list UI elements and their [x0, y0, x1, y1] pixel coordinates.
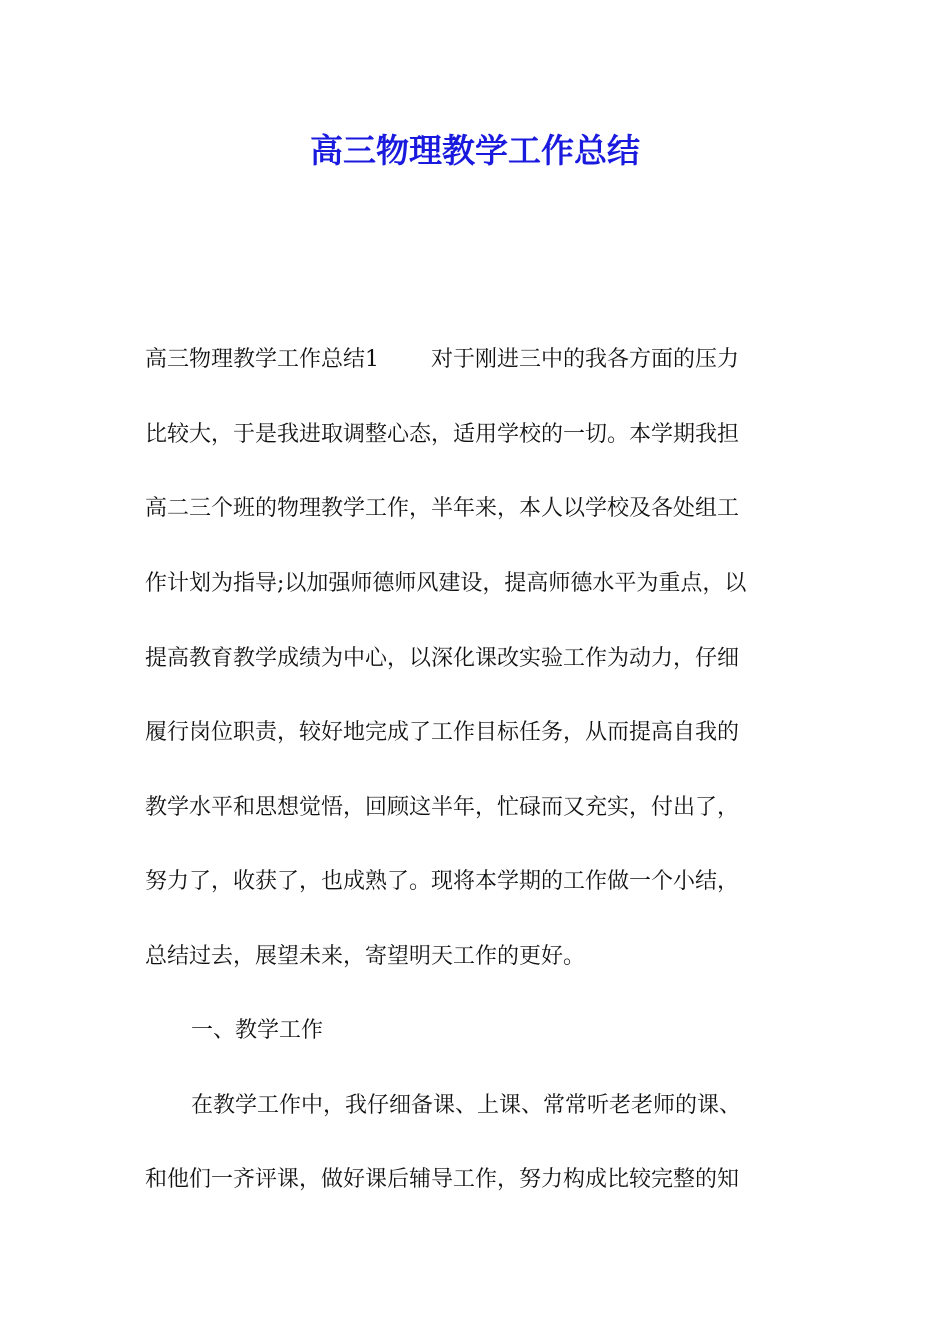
paragraph-line: 作计划为指导;以加强师德师风建设，提高师德水平为重点，以: [145, 571, 747, 596]
paragraph-line: 在教学工作中，我仔细备课、上课、常常听老老师的课、: [191, 1093, 742, 1118]
paragraph-line: [145, 345, 739, 375]
paragraph-line: 比较大，于是我进取调整心态，适用学校的一切。本学期我担: [145, 422, 740, 447]
paragraph-line: 提高教育教学成绩为中心，以深化课改实验工作为动力，仔细: [145, 646, 740, 671]
document-title: 高三物理教学工作总结: [310, 131, 640, 170]
paragraph-line: 教学水平和思想觉悟，回顾这半年，忙碌而又充实，付出了，: [145, 795, 740, 820]
paragraph-line: 履行岗位职责，较好地完成了工作目标任务，从而提高自我的: [145, 720, 740, 745]
paragraph-line: 总结过去，展望未来，寄望明天工作的更好。: [145, 944, 586, 969]
section-heading: 一、教学工作: [191, 1018, 324, 1043]
section-heading-inline: 高三物理教学工作总结1: [145, 347, 379, 372]
paragraph-text: 对于刚进三中的我各方面的压力: [431, 347, 740, 372]
paragraph-line: 和他们一齐评课，做好课后辅导工作，努力构成比较完整的知: [145, 1167, 740, 1192]
paragraph-line: 努力了，收获了，也成熟了。现将本学期的工作做一个小结，: [145, 869, 740, 894]
paragraph-line: 高二三个班的物理教学工作，半年来，本人以学校及各处组工: [145, 496, 740, 521]
